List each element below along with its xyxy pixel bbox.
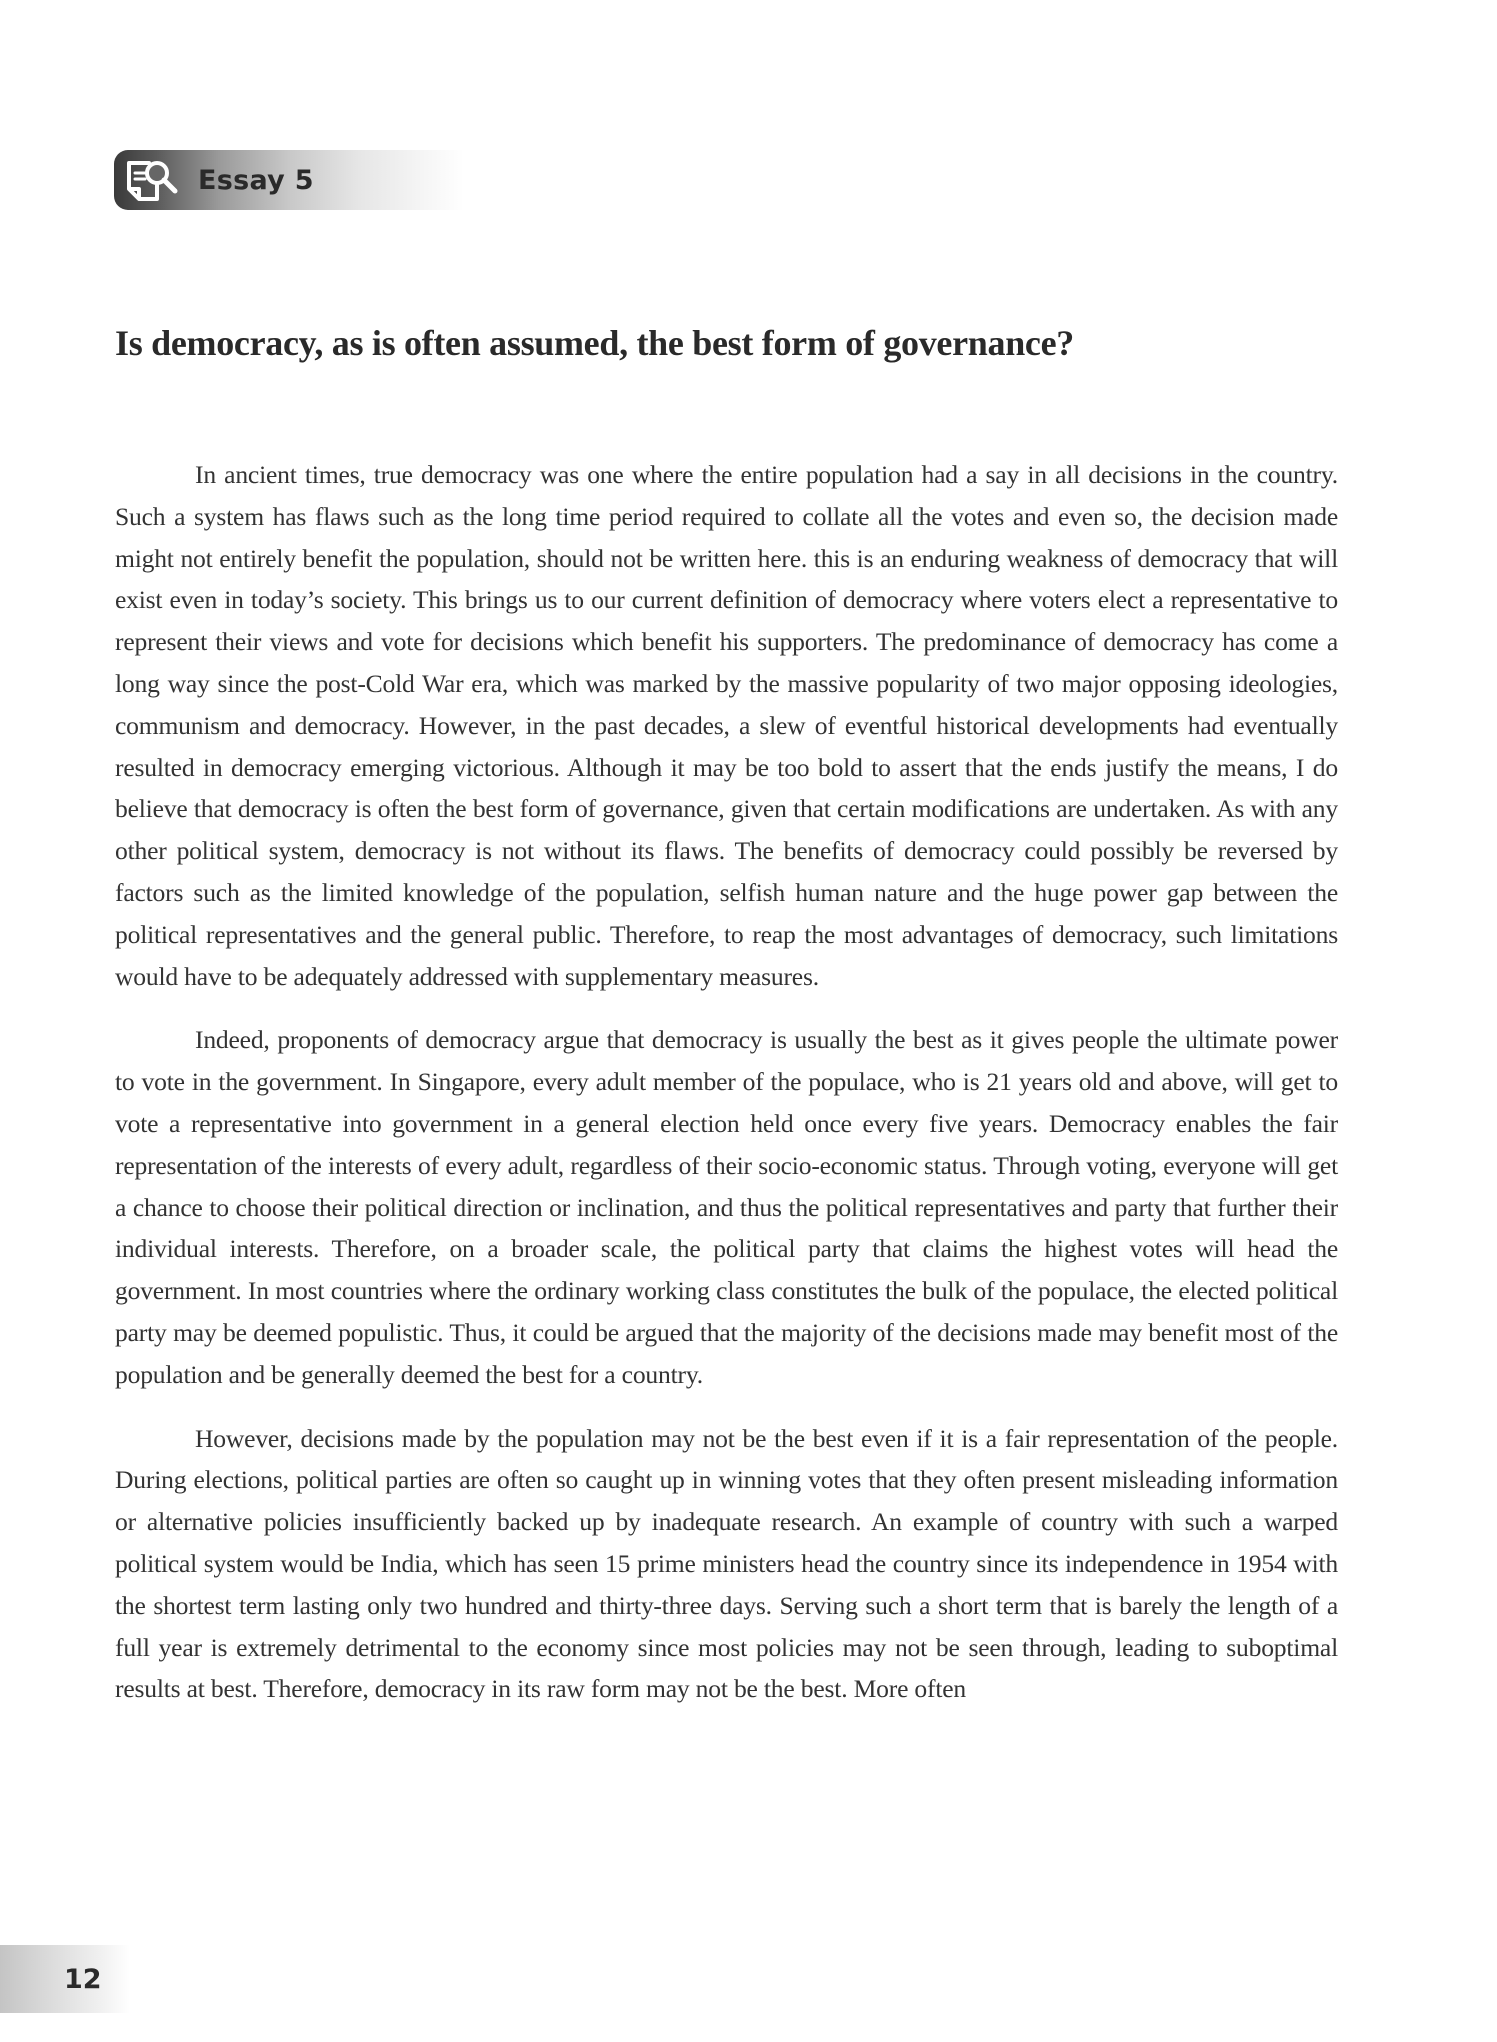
- essay-title: Is democracy, as is often assumed, the best form of governance?: [115, 323, 1074, 363]
- paragraph: However, decisions made by the population may not be the best even if it is a fair representation of the people. During elections, political parties are often so caught up in winning votes that they often present misleading information or alternative policies insufficiently backed up by inadequate research. An example of country with such a warped political system would be India, which has seen 15 prime ministers head the country since its independence in 1954 with the shortest term lasting only two hundred and thirty-three days. Serving such a short term that is barely the length of a full year is extremely detrimental to the economy since most policies may not be seen through, leading to suboptimal results at best. Therefore, democracy in its raw form may not be the best. More often: [115, 1423, 1338, 1704]
- paragraph: In ancient times, true democracy was one where the entire population had a say in all decisions in the country. Such a system has flaws such as the long time period required to collate all the votes and even so, the decision made might not entirely benefit the population, should not be written here. this is an enduring weakness of democracy that will exist even in today’s society. This brings us to our current definition of democracy where voters elect a representative to represent their views and vote for decisions which benefit his supporters. The predominance of democracy has come a long way since the post-Cold War era, which was marked by the massive popularity of two major opposing ideologies, communism and democracy. However, in the past decades, a slew of eventful historical developments had eventually resulted in democracy emerging victorious. Although it may be too bold to assert that the ends justify the means, I do believe that democracy is often the best form of governance, given that certain modifications are undertaken. As with any other political system, democracy is not without its flaws. The benefits of democracy could possibly be reversed by factors such as the limited knowledge of the population, selfish human nature and the huge power gap between the political representatives and the general public. Therefore, to reap the most advantages of democracy, such limitations would have to be adequately addressed with supplementary measures.: [115, 460, 1338, 991]
- essay-label: Essay 5: [198, 164, 314, 196]
- page-number-tab: [0, 1945, 130, 2013]
- essay-label-banner: [114, 150, 464, 210]
- page-number: 12: [64, 1963, 102, 1995]
- paragraph: Indeed, proponents of democracy argue that democracy is usually the best as it gives people the ultimate power to vote in the government. In Singapore, every adult member of the populace, who is 21 years old and above, will get to vote a representative into government in a general election held once every five years. Democracy enables the fair representation of the interests of every adult, regardless of their socio-economic status. Through voting, everyone will get a chance to choose their political direction or inclination, and thus the political representatives and party that further their individual interests. Therefore, on a broader scale, the political party that claims the highest votes will head the government. In most countries where the ordinary working class constitutes the bulk of the populace, the elected political party may be deemed populistic. Thus, it could be argued that the majority of the decisions made may benefit most of the population and be generally deemed the best for a country.: [115, 1025, 1338, 1389]
- document-search-icon: [120, 152, 184, 208]
- essay-body: [115, 454, 1338, 1732]
